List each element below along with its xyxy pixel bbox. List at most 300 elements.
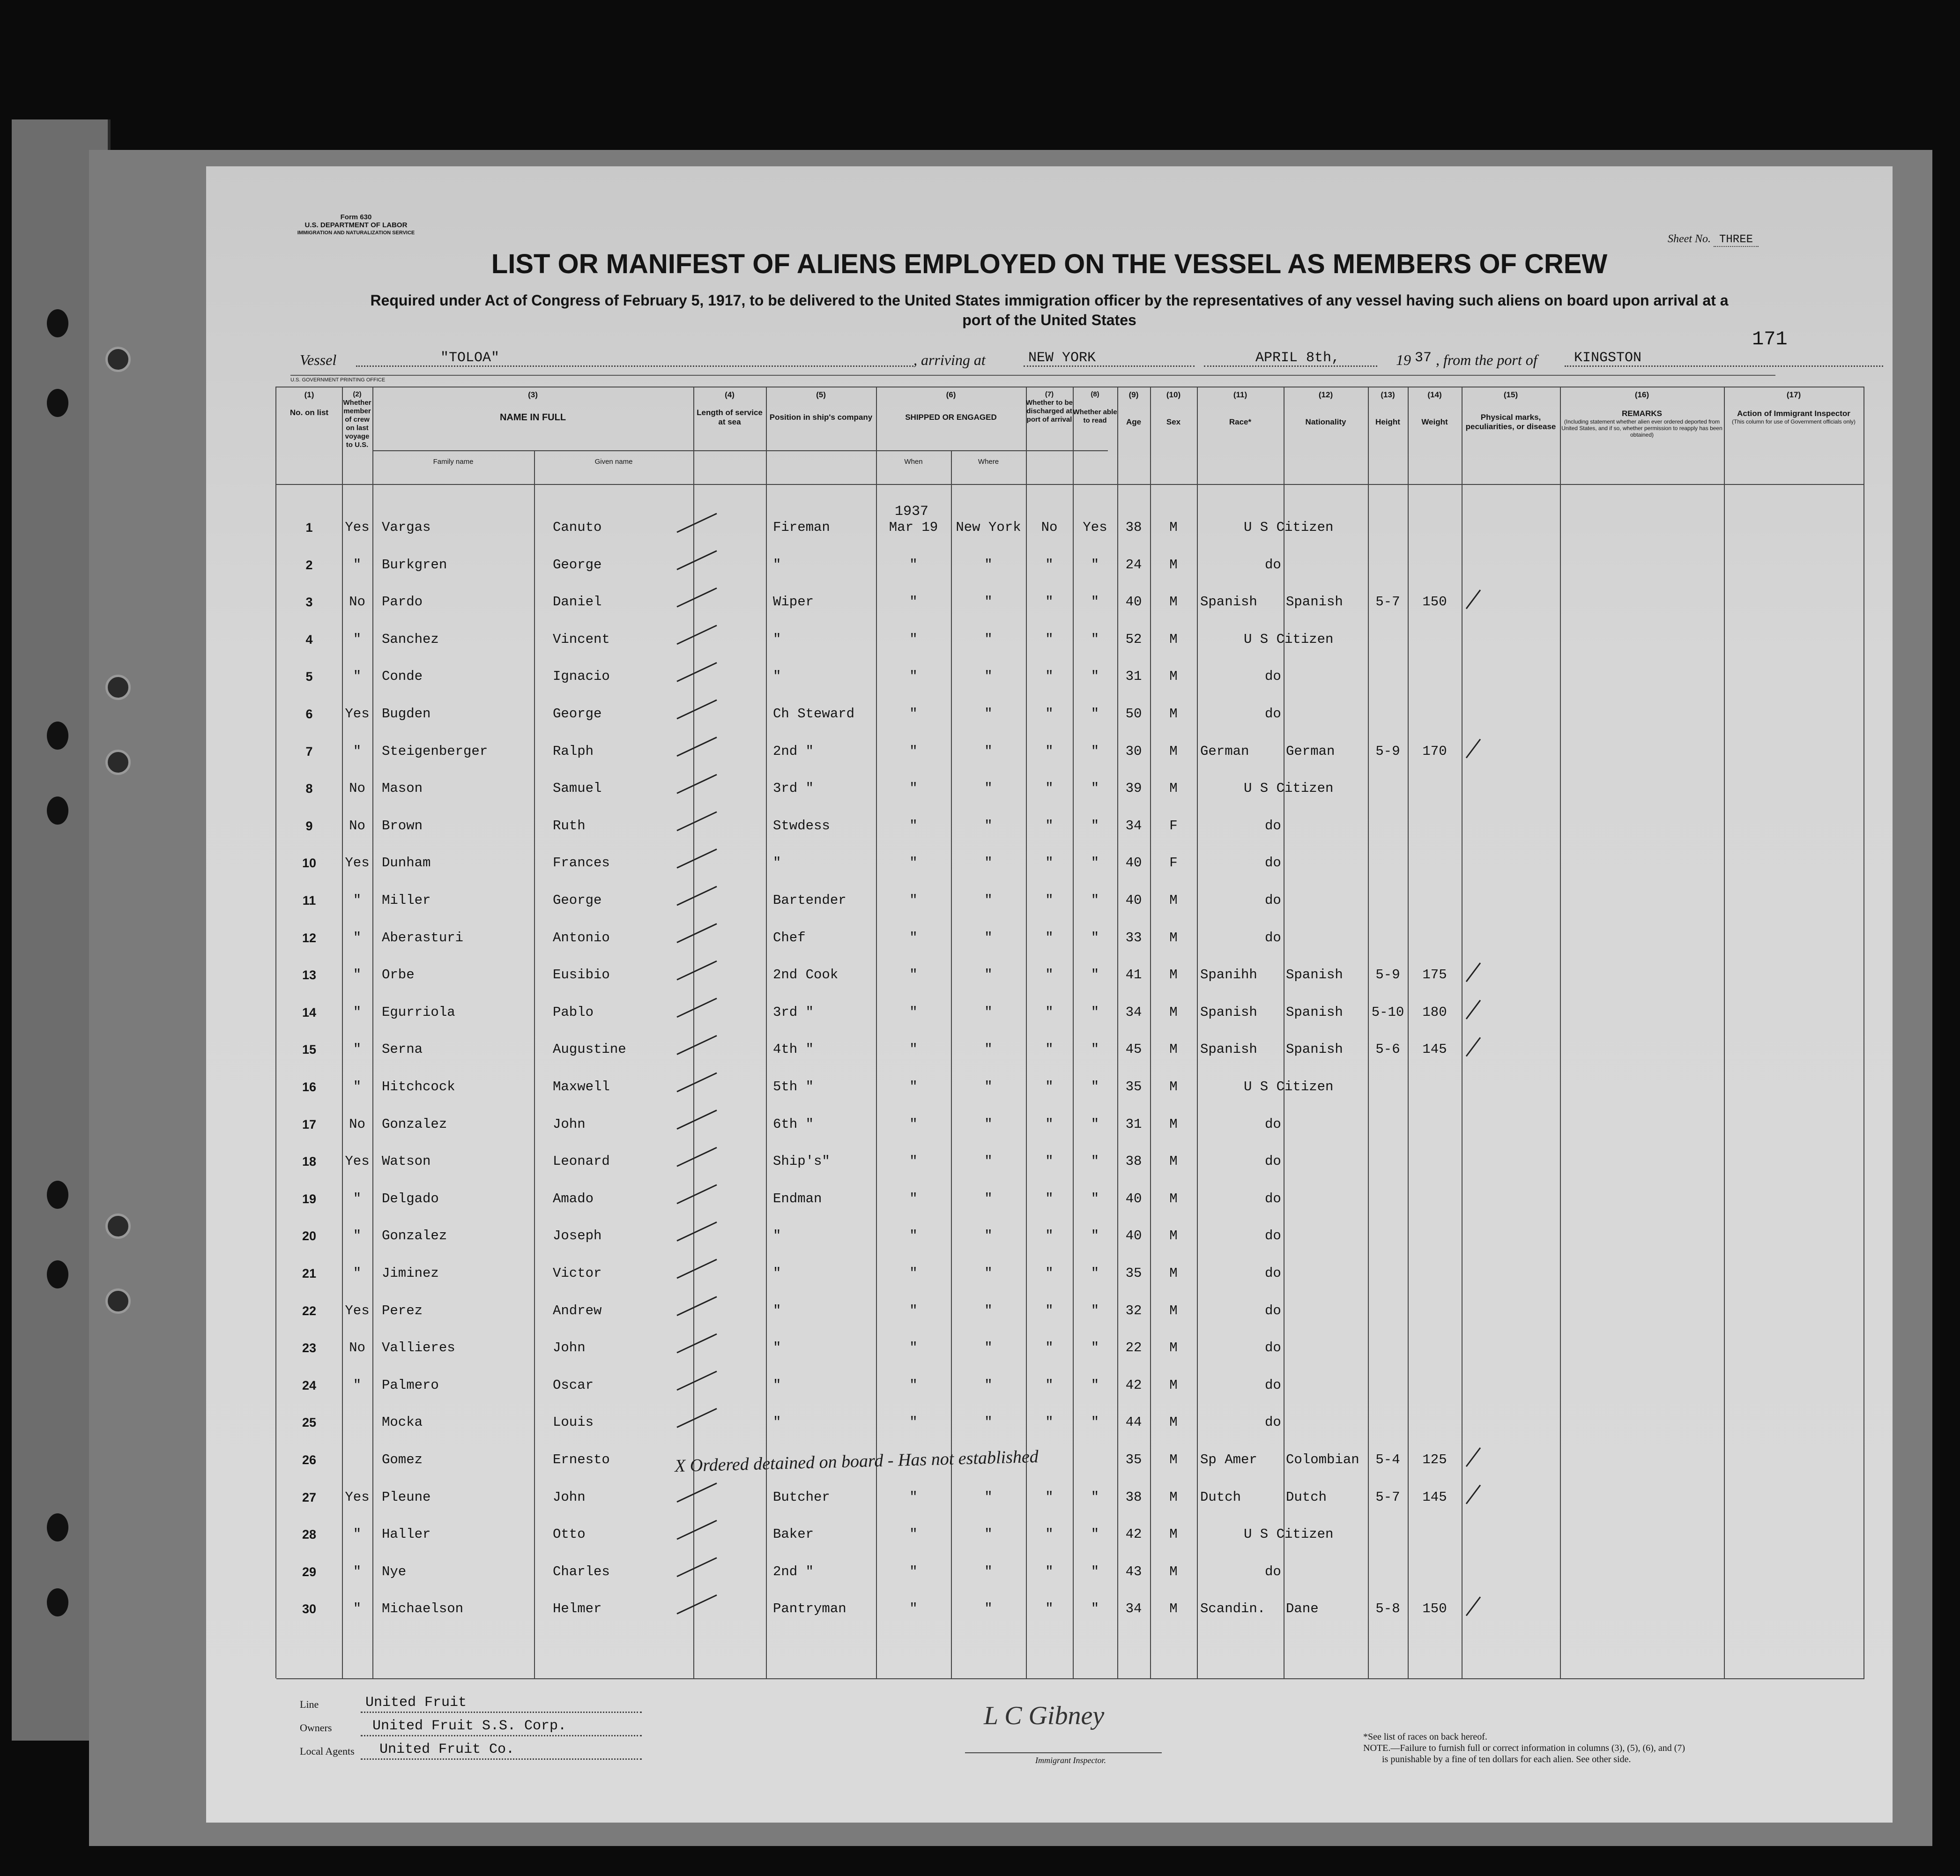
able-to-read: " — [1091, 781, 1099, 797]
family-name: Miller — [382, 893, 431, 908]
shipped-when: " — [909, 1601, 918, 1617]
row-number: 19 — [302, 1191, 317, 1206]
race: Spanihh — [1200, 967, 1257, 983]
shipped-where: " — [984, 1489, 993, 1505]
family-name: Pleune — [382, 1489, 431, 1505]
row-number: 14 — [302, 1005, 317, 1020]
discharged: " — [1045, 1079, 1054, 1094]
sex: M — [1169, 631, 1178, 647]
col-17-header: (17) Action of Immigrant Inspector (This column for use of Government officials only) — [1732, 390, 1856, 425]
sex: M — [1169, 1526, 1178, 1542]
given-name: Ralph — [553, 743, 594, 759]
note-race: *See list of races on back hereof. — [1363, 1732, 1487, 1742]
position: Pantryman — [773, 1601, 846, 1617]
row-number: 8 — [305, 782, 313, 796]
sex: M — [1169, 1377, 1178, 1393]
row-number: 13 — [302, 968, 317, 983]
service-check-mark — [677, 1110, 717, 1129]
col-3b-header: Given name — [594, 458, 633, 466]
shipped-where: " — [984, 1191, 993, 1206]
height: 5-6 — [1375, 1042, 1400, 1057]
physical-check-mark — [1466, 963, 1480, 982]
footer-owners-label: Owners — [300, 1722, 332, 1734]
given-name: Oscar — [553, 1377, 594, 1393]
weight: 145 — [1422, 1042, 1447, 1057]
last-voyage: " — [353, 631, 362, 647]
shipped-where: " — [984, 1303, 993, 1318]
height: 5-8 — [1375, 1601, 1400, 1617]
col-3-header: (3) NAME IN FULL — [499, 390, 566, 423]
col-12-header: (12) Nationality — [1305, 390, 1346, 426]
sex: M — [1169, 1228, 1178, 1244]
last-voyage: " — [353, 1266, 362, 1281]
sex: M — [1169, 893, 1178, 908]
age: 43 — [1125, 1563, 1142, 1579]
service-check-mark — [677, 998, 717, 1017]
discharged: " — [1045, 930, 1054, 945]
nationality: do — [1265, 1563, 1281, 1579]
position: Ch Steward — [773, 706, 855, 722]
race: Scandin. — [1200, 1601, 1266, 1617]
able-to-read: " — [1091, 1303, 1099, 1318]
sex: M — [1169, 1116, 1178, 1132]
discharged: " — [1045, 1042, 1054, 1057]
col-6a-header: When — [904, 458, 923, 466]
discharged: " — [1045, 1191, 1054, 1206]
service-check-mark — [677, 1558, 717, 1577]
service-check-mark — [677, 961, 717, 980]
form-number: Form 630 — [340, 213, 372, 221]
sex: M — [1169, 1266, 1178, 1281]
height: 5-4 — [1375, 1452, 1400, 1467]
col-14-header: (14) Weight — [1421, 390, 1448, 426]
race: German — [1200, 743, 1249, 759]
binder-hole — [47, 797, 68, 825]
last-voyage: No — [349, 1340, 365, 1356]
service-check-mark — [677, 737, 717, 756]
position: " — [773, 669, 781, 685]
position: Chef — [773, 930, 806, 945]
nationality: U S Citizen — [1244, 631, 1334, 647]
last-voyage: " — [353, 930, 362, 945]
shipped-when: " — [909, 1228, 918, 1244]
shipped-when: " — [909, 855, 918, 871]
nationality: do — [1265, 930, 1281, 945]
able-to-read: Yes — [1083, 520, 1107, 535]
page-title: LIST OR MANIFEST OF ALIENS EMPLOYED ON THE VESSEL AS MEMBERS OF CREW — [491, 249, 1608, 279]
age: 38 — [1125, 1489, 1142, 1505]
position: Bartender — [773, 893, 846, 908]
shipped-when: " — [909, 631, 918, 647]
shipped-when: " — [909, 893, 918, 908]
nationality: do — [1265, 1154, 1281, 1169]
position: Baker — [773, 1526, 814, 1542]
service-check-mark — [677, 625, 717, 644]
shipped-when: Mar 19 — [889, 520, 938, 535]
discharged: " — [1045, 557, 1054, 573]
last-voyage: " — [353, 893, 362, 908]
discharged: " — [1045, 1377, 1054, 1393]
row-number: 11 — [302, 893, 316, 908]
subtitle-line-2: port of the United States — [962, 312, 1136, 328]
nationality: German — [1286, 743, 1335, 759]
footer-agents-value: United Fruit Co. — [379, 1742, 515, 1757]
shipped-where: " — [984, 631, 993, 647]
given-name: Daniel — [553, 594, 602, 610]
sex: M — [1169, 1414, 1178, 1430]
row-number: 26 — [302, 1453, 317, 1467]
given-name: Ignacio — [553, 669, 610, 685]
service-check-mark — [677, 849, 717, 868]
nationality: Dutch — [1286, 1489, 1327, 1505]
sex: M — [1169, 1489, 1178, 1505]
discharged: " — [1045, 1154, 1054, 1169]
nationality: do — [1265, 1340, 1281, 1356]
shipped-where: " — [984, 1526, 993, 1542]
age: 40 — [1125, 855, 1142, 871]
row-number: 23 — [302, 1341, 317, 1355]
binder-hole — [47, 722, 68, 750]
sex: M — [1169, 1452, 1178, 1467]
sex: M — [1169, 743, 1178, 759]
family-name: Michaelson — [382, 1601, 464, 1617]
age: 45 — [1125, 1042, 1142, 1057]
able-to-read: " — [1091, 669, 1099, 685]
shipped-when: " — [909, 1004, 918, 1020]
nationality: U S Citizen — [1244, 520, 1334, 535]
col-10-header: (10) Sex — [1166, 390, 1181, 426]
year-prefix: 19 — [1396, 351, 1411, 368]
family-name: Vargas — [382, 520, 431, 535]
nationality: U S Citizen — [1244, 1079, 1334, 1094]
given-name: Ruth — [553, 818, 586, 834]
footer-line-value: United Fruit — [365, 1695, 467, 1711]
last-voyage: " — [353, 669, 362, 685]
col-9-header: (9) Age — [1126, 390, 1142, 426]
sex: M — [1169, 1563, 1178, 1579]
sex: M — [1169, 1004, 1178, 1020]
family-name: Palmero — [382, 1377, 439, 1393]
able-to-read: " — [1091, 1154, 1099, 1169]
able-to-read: " — [1091, 1563, 1099, 1579]
nationality: Spanish — [1286, 967, 1343, 983]
shipped-when: " — [909, 669, 918, 685]
weight: 170 — [1422, 743, 1447, 759]
year-note: 1937 — [895, 504, 929, 520]
row-number: 20 — [302, 1229, 317, 1243]
discharged: No — [1041, 520, 1058, 535]
row-number: 29 — [302, 1564, 317, 1579]
shipped-where: " — [984, 1154, 993, 1169]
shipped-when: " — [909, 1266, 918, 1281]
physical-check-mark — [1466, 590, 1480, 609]
position: 3rd " — [773, 781, 814, 797]
able-to-read: " — [1091, 1116, 1099, 1132]
sex: M — [1169, 1154, 1178, 1169]
shipped-when: " — [909, 1526, 918, 1542]
service-check-mark — [677, 1483, 717, 1502]
sheet-hole — [105, 675, 131, 700]
nationality: Spanish — [1286, 1042, 1343, 1057]
row-number: 10 — [302, 856, 317, 871]
nationality: do — [1265, 893, 1281, 908]
shipped-when: " — [909, 1079, 918, 1094]
position: 3rd " — [773, 1004, 814, 1020]
age: 38 — [1125, 1154, 1142, 1169]
age: 34 — [1125, 1601, 1142, 1617]
sheet-hole — [105, 750, 131, 775]
row-number: 2 — [305, 558, 313, 572]
sex: M — [1169, 1601, 1178, 1617]
position: " — [773, 1414, 781, 1430]
binder-hole — [47, 389, 68, 417]
height: 5-10 — [1371, 1004, 1404, 1020]
given-name: Samuel — [553, 781, 602, 797]
able-to-read: " — [1091, 930, 1099, 945]
last-voyage: " — [353, 1228, 362, 1244]
row-number: 3 — [305, 595, 313, 610]
given-name: John — [553, 1489, 586, 1505]
shipped-when: " — [909, 743, 918, 759]
last-voyage: Yes — [345, 1154, 370, 1169]
sheet-label: Sheet No. — [1668, 233, 1711, 245]
col-1-header: (1) No. on list — [290, 390, 329, 417]
inspector-signature: L C Gibney — [984, 1701, 1105, 1730]
height: 5-7 — [1375, 1489, 1400, 1505]
col-2-header: (2) Whether member of crew on last voyage to U.S. — [343, 390, 371, 449]
family-name: Burkgren — [382, 557, 447, 573]
last-voyage: Yes — [345, 1303, 370, 1318]
vessel-value: "TOLOA" — [440, 350, 500, 366]
given-name: George — [553, 557, 602, 573]
last-voyage: No — [349, 594, 365, 610]
shipped-when: " — [909, 1042, 918, 1057]
row-number: 1 — [305, 521, 313, 535]
last-voyage: " — [353, 1079, 362, 1094]
family-name: Sanchez — [382, 631, 439, 647]
discharged: " — [1045, 1526, 1054, 1542]
shipped-when: " — [909, 557, 918, 573]
last-voyage: " — [353, 1191, 362, 1206]
row-number: 6 — [305, 707, 313, 721]
shipped-where: " — [984, 594, 993, 610]
given-name: George — [553, 893, 602, 908]
position: " — [773, 1303, 781, 1318]
row-number: 15 — [302, 1042, 317, 1057]
family-name: Delgado — [382, 1191, 439, 1206]
position: " — [773, 1266, 781, 1281]
able-to-read: " — [1091, 967, 1099, 983]
position: " — [773, 1340, 781, 1356]
shipped-when: " — [909, 1191, 918, 1206]
discharged: " — [1045, 855, 1054, 871]
row-number: 25 — [302, 1415, 317, 1430]
family-name: Hitchcock — [382, 1079, 455, 1094]
discharged: " — [1045, 818, 1054, 834]
able-to-read: " — [1091, 1191, 1099, 1206]
position: Stwdess — [773, 818, 830, 834]
department: U.S. DEPARTMENT OF LABOR — [304, 221, 408, 229]
col-7-header: (7) Whether to be discharged at port of arrival — [1026, 390, 1073, 424]
sex: M — [1169, 1079, 1178, 1094]
shipped-when: " — [909, 1340, 918, 1356]
given-name: John — [553, 1116, 586, 1132]
race: Sp Amer — [1200, 1452, 1257, 1467]
shipped-where: " — [984, 1601, 993, 1617]
nationality: do — [1265, 1228, 1281, 1244]
age: 35 — [1125, 1452, 1142, 1467]
shipped-when: " — [909, 706, 918, 722]
footer-owners-value: United Fruit S.S. Corp. — [372, 1718, 567, 1734]
discharged: " — [1045, 743, 1054, 759]
height: 5-7 — [1375, 594, 1400, 610]
sex: M — [1169, 967, 1178, 983]
position: 6th " — [773, 1116, 814, 1132]
sex: M — [1169, 1303, 1178, 1318]
discharged: " — [1045, 1601, 1054, 1617]
sex: M — [1169, 1191, 1178, 1206]
shipped-where: " — [984, 967, 993, 983]
family-name: Mason — [382, 781, 423, 797]
row-number: 27 — [302, 1490, 317, 1504]
nationality: do — [1265, 855, 1281, 871]
shipped-where: " — [984, 855, 993, 871]
given-name: Pablo — [553, 1004, 594, 1020]
age: 31 — [1125, 669, 1142, 685]
physical-check-mark — [1466, 739, 1480, 758]
family-name: Mocka — [382, 1414, 423, 1430]
given-name: Ernesto — [553, 1452, 610, 1467]
last-voyage: " — [353, 1563, 362, 1579]
family-name: Serna — [382, 1042, 423, 1057]
age: 30 — [1125, 743, 1142, 759]
family-name: Bugden — [382, 706, 431, 722]
discharged: " — [1045, 594, 1054, 610]
given-name: Augustine — [553, 1042, 626, 1057]
shipped-where: " — [984, 1079, 993, 1094]
race: Spanish — [1200, 1004, 1257, 1020]
family-name: Pardo — [382, 594, 423, 610]
last-voyage: " — [353, 557, 362, 573]
given-name: Amado — [553, 1191, 594, 1206]
shipped-where: " — [984, 781, 993, 797]
sex: M — [1169, 1042, 1178, 1057]
sheet-value: THREE — [1714, 233, 1759, 247]
family-name: Gomez — [382, 1452, 423, 1467]
able-to-read: " — [1091, 1489, 1099, 1505]
arrival-date: APRIL 8th, — [1255, 350, 1340, 366]
manifest-sheet — [206, 166, 1893, 1823]
last-voyage: Yes — [345, 1489, 370, 1505]
position: Fireman — [773, 520, 830, 535]
family-name: Brown — [382, 818, 423, 834]
col-8-header: (8) Whether able to read — [1073, 390, 1117, 424]
family-name: Nye — [382, 1563, 407, 1579]
row-number: 12 — [302, 931, 317, 945]
discharged: " — [1045, 1340, 1054, 1356]
shipped-when: " — [909, 1414, 918, 1430]
able-to-read: " — [1091, 631, 1099, 647]
last-voyage: " — [353, 1377, 362, 1393]
age: 41 — [1125, 967, 1142, 983]
row-number: 28 — [302, 1527, 317, 1542]
row-number: 4 — [305, 632, 313, 647]
discharged: " — [1045, 1004, 1054, 1020]
port-label: , from the port of — [1436, 351, 1537, 368]
discharged: " — [1045, 1116, 1054, 1132]
service-check-mark — [677, 588, 717, 607]
given-name: Leonard — [553, 1154, 610, 1169]
shipped-where: " — [984, 930, 993, 945]
able-to-read: " — [1091, 1526, 1099, 1542]
family-name: Perez — [382, 1303, 423, 1318]
binder-hole — [47, 309, 68, 337]
subtitle-line-1: Required under Act of Congress of February 5, 1917, to be delivered to the United States immigration officer by the representatives of any vessel having such aliens on board upon arrival at a — [370, 292, 1729, 309]
service-check-mark — [677, 663, 717, 681]
nationality: do — [1265, 818, 1281, 834]
nationality: do — [1265, 706, 1281, 722]
col-15-header: (15) Physical marks, peculiarities, or disease — [1465, 390, 1556, 431]
last-voyage: " — [353, 743, 362, 759]
position: " — [773, 1377, 781, 1393]
check-marks — [206, 166, 1893, 1823]
position: 5th " — [773, 1079, 814, 1094]
position: 4th " — [773, 1042, 814, 1057]
col-16-header: (16) REMARKS (Including statement whether alien ever ordered deported from United States, and if so, whether permission to reapply has been obtained) — [1561, 390, 1722, 438]
row-number: 17 — [302, 1117, 317, 1132]
position: 2nd " — [773, 1563, 814, 1579]
family-name: Gonzalez — [382, 1228, 447, 1244]
shipped-where: " — [984, 1116, 993, 1132]
discharged: " — [1045, 669, 1054, 685]
shipped-where: New York — [956, 520, 1021, 535]
service-check-mark — [677, 1595, 717, 1614]
able-to-read: " — [1091, 557, 1099, 573]
physical-check-mark — [1466, 1485, 1480, 1504]
nationality: do — [1265, 1191, 1281, 1206]
shipped-when: " — [909, 781, 918, 797]
sex: M — [1169, 930, 1178, 945]
able-to-read: " — [1091, 1377, 1099, 1393]
handwritten-detention-note: X Ordered detained on board - Has not established — [674, 1446, 1039, 1476]
age: 39 — [1125, 781, 1142, 797]
given-name: Andrew — [553, 1303, 602, 1318]
age: 33 — [1125, 930, 1142, 945]
last-voyage: No — [349, 1116, 365, 1132]
last-voyage: Yes — [345, 855, 370, 871]
binder-hole — [47, 1513, 68, 1541]
able-to-read: " — [1091, 1266, 1099, 1281]
age: 34 — [1125, 1004, 1142, 1020]
age: 42 — [1125, 1526, 1142, 1542]
service-name: IMMIGRATION AND NATURALIZATION SERVICE — [297, 230, 415, 236]
col-13-header: (13) Height — [1375, 390, 1400, 426]
last-voyage: Yes — [345, 706, 370, 722]
year-value: 37 — [1415, 350, 1432, 366]
position: " — [773, 855, 781, 871]
age: 40 — [1125, 594, 1142, 610]
last-voyage: " — [353, 1042, 362, 1057]
col-4-header: (4) Length of service at sea — [697, 390, 763, 426]
service-check-mark — [677, 924, 717, 943]
family-name: Orbe — [382, 967, 415, 983]
row-number: 24 — [302, 1378, 317, 1392]
page-number: 171 — [1752, 328, 1788, 350]
able-to-read: " — [1091, 1079, 1099, 1094]
binder-hole — [47, 1181, 68, 1209]
family-name: Gonzalez — [382, 1116, 447, 1132]
service-check-mark — [677, 812, 717, 831]
